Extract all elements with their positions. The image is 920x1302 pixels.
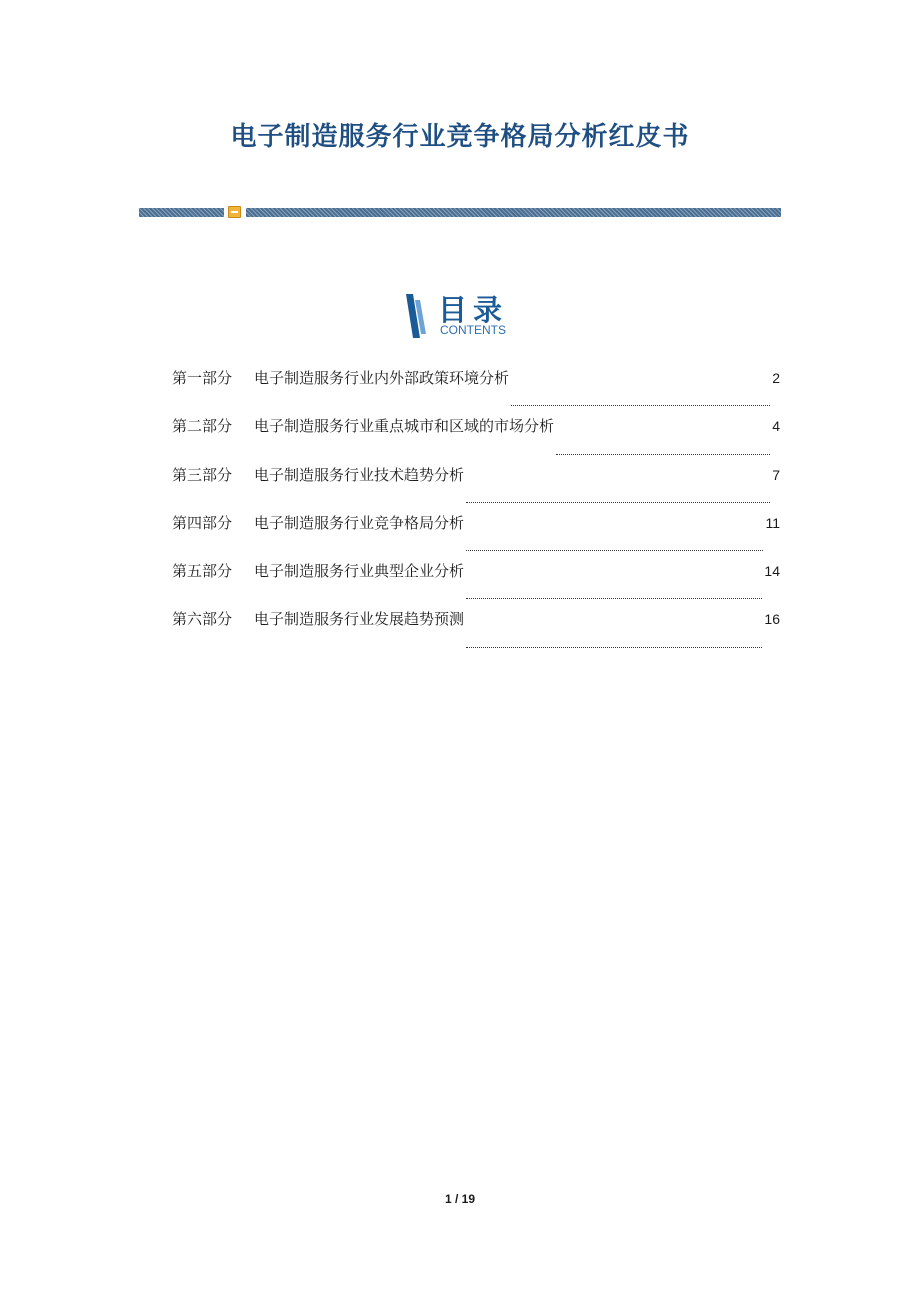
document-title: 电子制造服务行业竞争格局分析红皮书: [230, 122, 690, 152]
toc-entry-title: 电子制造服务行业重点城市和区域的市场分析: [254, 417, 555, 436]
toc-entry-title: 电子制造服务行业内外部政策环境分析: [254, 369, 510, 387]
toc-entry-title: 电子制造服务行业发展趋势预测: [254, 610, 465, 629]
toc-entry-page: 7: [772, 466, 780, 483]
toc-entry-part: 第六部分: [172, 610, 233, 629]
toc-entry-page: 11: [765, 514, 780, 531]
toc-entry-page: 14: [764, 563, 780, 580]
toc-entry[interactable]: [172, 512, 780, 560]
toc-entry[interactable]: [172, 415, 780, 463]
toc-entry-part: 第一部分: [172, 369, 233, 387]
toc-entry-part: 第五部分: [172, 562, 233, 581]
divider-emblem-icon: [228, 206, 241, 218]
toc-dot-leader: [556, 454, 770, 455]
toc-dot-leader: [466, 550, 763, 551]
toc-entry-page: 16: [764, 611, 780, 628]
toc-entry-title: 电子制造服务行业技术趋势分析: [254, 465, 465, 484]
toc-entry-part: 第四部分: [172, 513, 233, 532]
toc-entry-page: 2: [772, 370, 780, 386]
page-indicator: 1 / 19: [444, 1192, 476, 1206]
toc-dot-leader: [466, 647, 762, 648]
toc-entry-part: 第二部分: [172, 417, 233, 436]
divider-bar-right: [246, 208, 781, 217]
divider-bar-left: [139, 208, 224, 217]
toc-subheading: CONTENTS: [440, 323, 506, 337]
toc-dot-leader: [511, 405, 770, 406]
toc-dot-leader: [466, 598, 762, 599]
toc-entry-title: 电子制造服务行业竞争格局分析: [254, 513, 465, 532]
toc-header: [404, 290, 524, 340]
toc-entry-part: 第三部分: [172, 465, 233, 484]
toc-entry[interactable]: [172, 464, 780, 512]
toc-bookmark-icon: [404, 294, 426, 338]
toc-entry[interactable]: [172, 560, 780, 608]
toc-heading: 目录: [438, 293, 509, 327]
toc-entry-page: 4: [772, 418, 780, 435]
toc-entry-title: 电子制造服务行业典型企业分析: [254, 562, 465, 581]
toc-entry[interactable]: [172, 367, 780, 415]
toc-dot-leader: [466, 502, 770, 503]
toc-list: [172, 367, 780, 657]
toc-entry[interactable]: [172, 608, 780, 656]
